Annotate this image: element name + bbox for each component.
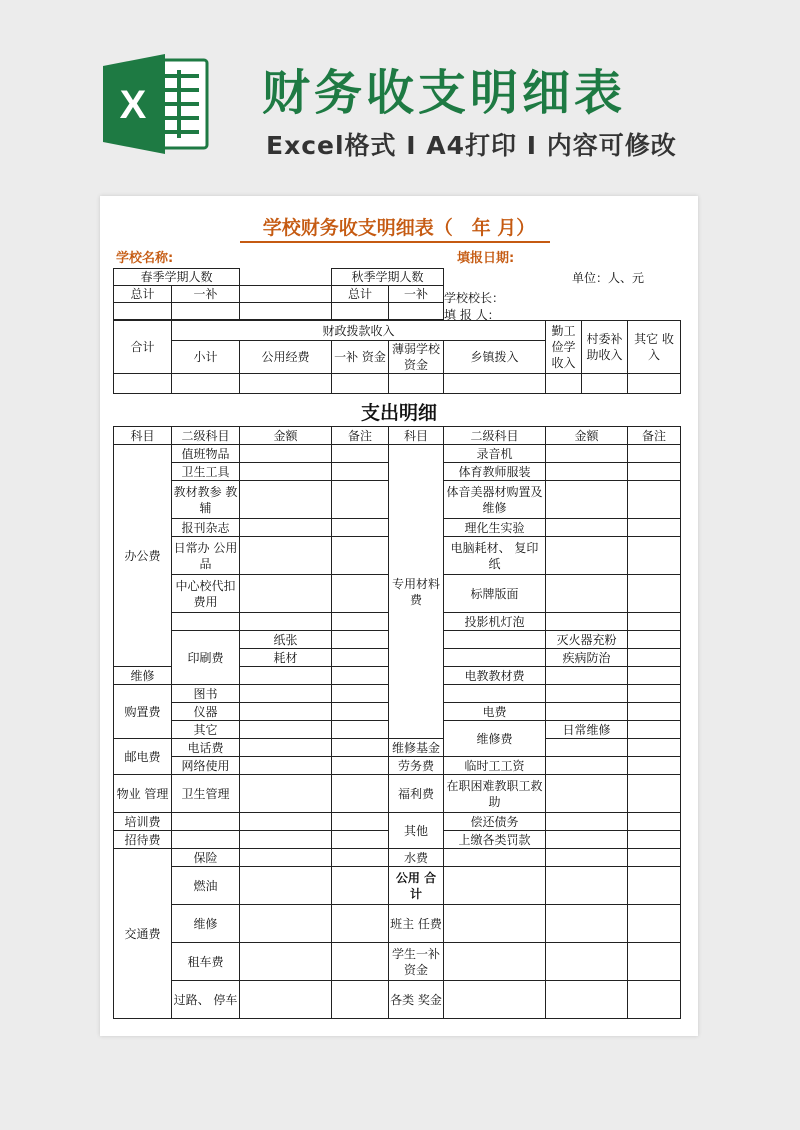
- autumn-enrollment-header: 秋季学期人数: [332, 269, 444, 286]
- office-expense-label: 办公费: [114, 445, 172, 667]
- electric-expense-label: 电费: [444, 703, 546, 721]
- banner-subtitle: Excel格式 Ⅰ A4打印 Ⅰ 内容可修改: [266, 131, 677, 160]
- material-item: 灭火器充粉: [546, 631, 628, 649]
- post-item: 电话费: [172, 739, 240, 757]
- fiscal-income-header: 财政拨款收入: [172, 321, 546, 341]
- autumn-total-label: 总计: [332, 286, 389, 303]
- transport-item: 过路、 停车: [172, 981, 240, 1019]
- transport-item: 保险: [172, 849, 240, 867]
- income-total-header: 合计: [114, 321, 172, 374]
- welfare-item: 在职困难教职工救助: [444, 775, 546, 813]
- property-item: 卫生管理: [172, 775, 240, 813]
- student-supp-label: 学生一补资金: [389, 943, 444, 981]
- awards-label: 各类 奖金: [389, 981, 444, 1019]
- other-item: 上缴各类罚款: [444, 831, 546, 849]
- labor-expense-label: 劳务费: [389, 757, 444, 775]
- purchase-expense-label: 购置费: [114, 685, 172, 739]
- expense-table: [113, 426, 681, 1019]
- subtotal-header: 小计: [172, 341, 240, 374]
- material-item: 理化生实验: [444, 519, 546, 537]
- hospitality-expense-label: 招待费: [114, 831, 172, 849]
- spring-enrollment-header: 春季学期人数: [114, 269, 240, 286]
- other-income-header: 其它 收入: [628, 321, 681, 374]
- transport-item: 燃油: [172, 867, 240, 905]
- unit-label: 单位：人、元: [572, 271, 645, 285]
- enrollment-table: [113, 268, 444, 320]
- transport-item: 维修: [172, 905, 240, 943]
- class-teacher-label: 班主 任费: [389, 905, 444, 943]
- water-expense-label: 水费: [389, 849, 444, 867]
- transport-item: 租车费: [172, 943, 240, 981]
- amount-header: 金额: [546, 427, 628, 445]
- repair-item: 维修基金: [389, 739, 444, 757]
- title-underline: [240, 241, 550, 243]
- school-name-label: 学校名称:: [116, 251, 174, 266]
- property-expense-label: 物业 管理: [114, 775, 172, 813]
- income-table: [113, 320, 681, 394]
- other-item: 偿还债务: [444, 813, 546, 831]
- purchase-item: 其它: [172, 721, 240, 739]
- post-expense-label: 邮电费: [114, 739, 172, 775]
- subject-header: 科目: [114, 427, 172, 445]
- print-item: 纸张: [240, 631, 332, 649]
- svg-text:X: X: [119, 83, 147, 127]
- excel-logo-icon: [103, 52, 213, 156]
- material-item: 标牌版面: [444, 575, 546, 613]
- purchase-item: 图书: [172, 685, 240, 703]
- material-item: 电教教材费: [444, 667, 546, 685]
- subject-header: 科目: [389, 427, 444, 445]
- repair-item: 日常维修: [546, 721, 628, 739]
- transport-expense-label: 交通费: [114, 849, 172, 1019]
- office-item: 值班物品: [172, 445, 240, 463]
- spring-total-label: 总计: [114, 286, 172, 303]
- report-date-label: 填报日期:: [457, 251, 515, 266]
- amount-header: 金额: [240, 427, 332, 445]
- weak-school-header: 薄弱学校资金: [389, 341, 444, 374]
- work-study-header: 勤工俭学收入: [546, 321, 582, 374]
- post-item: 网络使用: [172, 757, 240, 775]
- office-item: 教材教参 教 辅: [172, 481, 240, 519]
- material-expense-label: 专用材料费: [389, 445, 444, 739]
- repair-expense-label: 维修费: [444, 721, 546, 757]
- village-subsidy-header: 村委补助收入: [582, 321, 628, 374]
- township-header: 乡镇拨入: [444, 341, 546, 374]
- material-item: 电脑耗材、 复印纸: [444, 537, 546, 575]
- office-item: 日常办 公用品: [172, 537, 240, 575]
- spring-supp-label: 一补: [172, 286, 240, 303]
- expense-section-title: 支出明细: [360, 402, 437, 424]
- public-funds-header: 公用经费: [240, 341, 332, 374]
- other-expense-label: 其他: [389, 813, 444, 849]
- material-item: 体音美器材购置及维修: [444, 481, 546, 519]
- note-header: 备注: [332, 427, 389, 445]
- principal-label: 学校校长：: [444, 291, 505, 305]
- public-total-label: 公用 合计: [389, 867, 444, 905]
- document-sheet: [100, 196, 698, 1036]
- banner-title: 财务收支明细表: [262, 65, 627, 121]
- material-item: 录音机: [444, 445, 546, 463]
- sub-subject-header: 二级科目: [444, 427, 546, 445]
- filler-label: 填 报 人：: [444, 308, 500, 322]
- office-item: 中心校代扣费用: [172, 575, 240, 613]
- note-header: 备注: [628, 427, 681, 445]
- document-title: 学校财务收支明细表（ 年 月）: [262, 217, 536, 239]
- office-item: 报刊杂志: [172, 519, 240, 537]
- print-expense-label: 印刷费: [172, 631, 240, 685]
- labor-item: 临时工工资: [444, 757, 546, 775]
- print-item: 耗材: [240, 649, 332, 667]
- print-item: 维修: [114, 667, 172, 685]
- material-item: 疾病防治: [546, 649, 628, 667]
- training-expense-label: 培训费: [114, 813, 172, 831]
- sub-subject-header: 二级科目: [172, 427, 240, 445]
- welfare-expense-label: 福利费: [389, 775, 444, 813]
- material-item: 投影机灯泡: [444, 613, 546, 631]
- office-item: 卫生工具: [172, 463, 240, 481]
- supp-funds-header: 一补 资金: [332, 341, 389, 374]
- material-item: 体育教师服装: [444, 463, 546, 481]
- autumn-supp-label: 一补: [389, 286, 444, 303]
- purchase-item: 仪器: [172, 703, 240, 721]
